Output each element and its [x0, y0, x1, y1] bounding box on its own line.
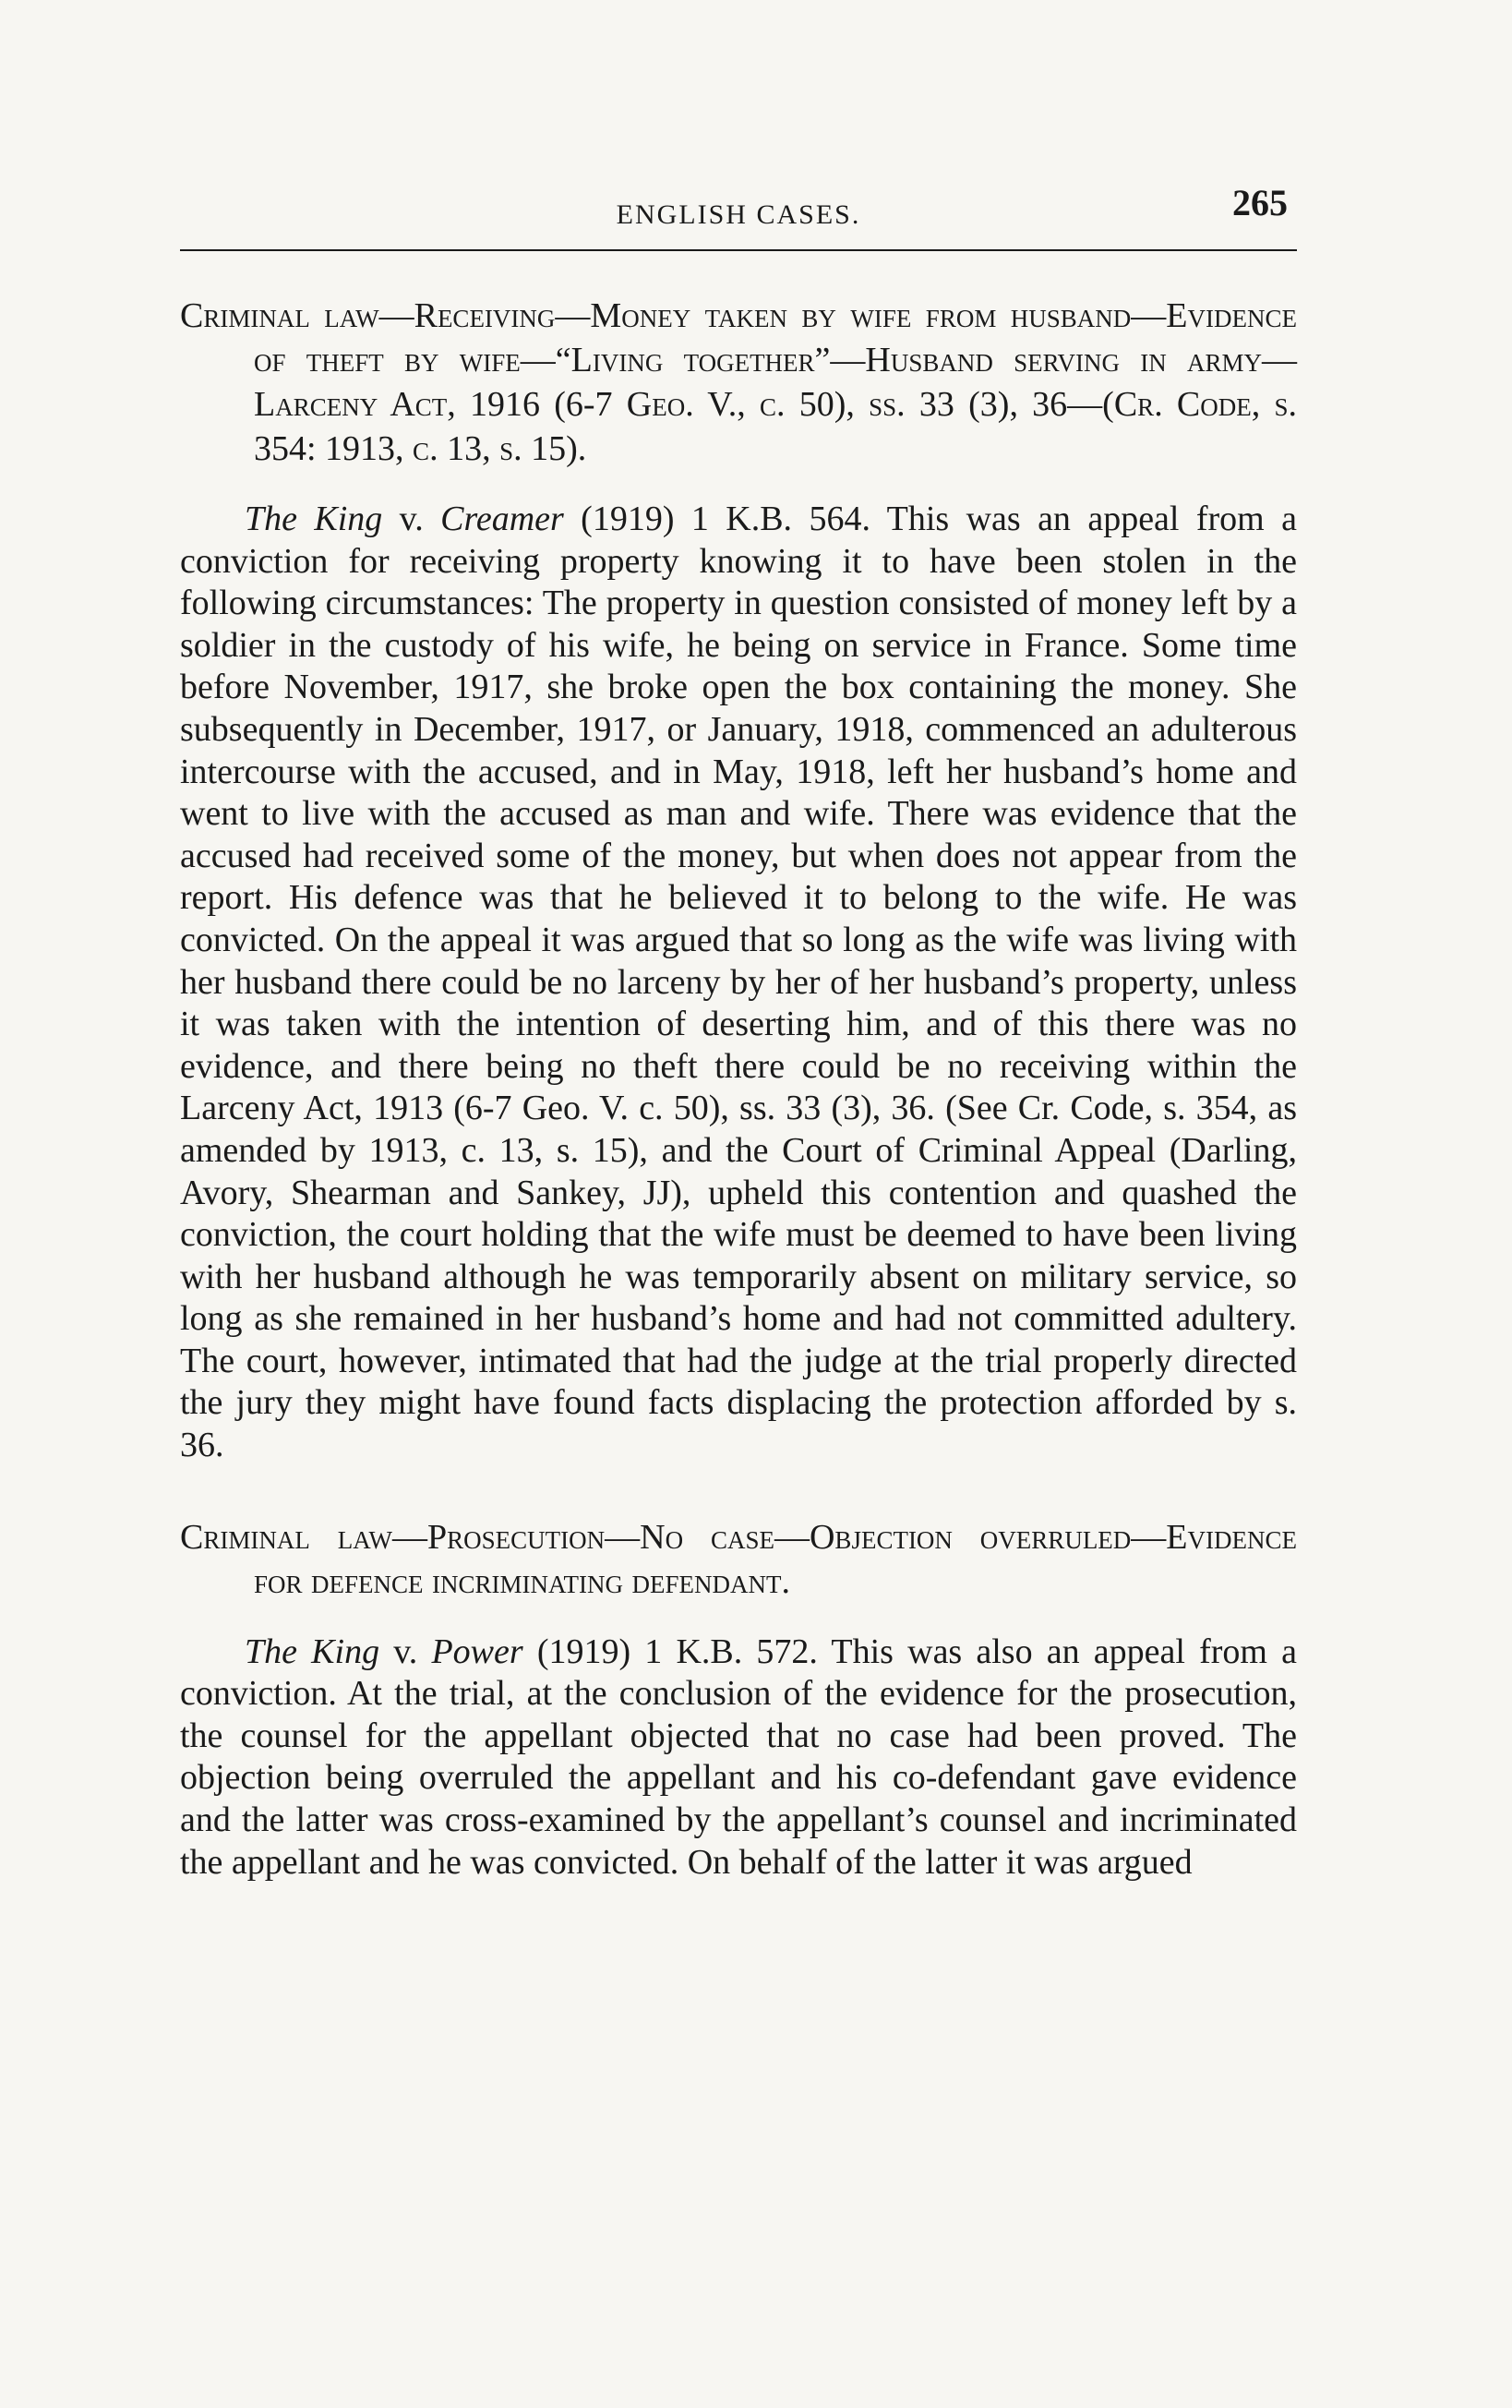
page-number: 265	[1232, 182, 1288, 223]
case-name-part: The King	[245, 1631, 380, 1671]
case-body	[180, 1631, 1297, 1884]
case-headnote: Criminal law—Receiving—Money taken by wife from husband—Evidence of theft by wife—“Living together”—Husband serving in army—Larceny Act, 1916 (6-7 Geo. V., c. 50), ss. 33 (3), 36—(Cr. Code, s. 354: 1913, c. 13, s. 15).	[180, 296, 1297, 468]
case-body	[180, 499, 1297, 1467]
header-title: ENGLISH CASES.	[616, 199, 861, 230]
case-headnote: Criminal law—Prosecution—No case—Objection overruled—Evidence for defence incriminating defendant.	[180, 1517, 1297, 1601]
document-page	[180, 175, 1297, 1932]
case-section-power	[180, 1515, 1297, 1884]
case-text: (1919) 1 K.B. 564. This was an appeal from a conviction for receiving property knowing it to have been stolen in the following circumstances: The property in question consisted of money left by a soldier in the custody of his wife, he being on service in France. Some time before November, 1917, she broke open the box containing the money. She subsequently in December, 1917, or January, 1918, commenced an adulterous intercourse with the accused, and in May, 1918, left her husband’s home and went to live with the accused as man and wife. There was evidence that the accused had received some of the money, but when does not appear from the report. His defence was that he believed it to belong to the wife. He was convicted. On the appeal it was argued that so long as the wife was living with her husband there could be no larceny by her of her husband’s property, unless it was taken with the intention of deserting him, and of this there was no evidence, and there being no theft there could be no receiving within the Larceny Act, 1913 (6-7 Geo. V. c. 50), ss. 33 (3), 36. (See Cr. Code, s. 354, as amended by 1913, c. 13, s. 15), and the Court of Criminal Appeal (Darling, Avory, Shearman and Sankey, JJ), upheld this contention and quashed the conviction, the court holding that the wife must be deemed to have been living with her husband although he was temporarily absent on military service, so long as she remained in her husband’s home and had not committed adultery. The court, however, intimated that had the judge at the trial properly directed the jury they might have found facts displacing the protection afforded by s. 36.	[180, 500, 1297, 1465]
running-head	[180, 175, 1297, 231]
case-name-part: The King	[245, 500, 383, 538]
case-versus: v.	[382, 500, 441, 538]
case-name-part: Creamer	[440, 500, 564, 538]
case-versus: v.	[379, 1631, 432, 1671]
case-name-part: Power	[431, 1631, 523, 1671]
header-rule	[180, 249, 1297, 251]
case-text: (1919) 1 K.B. 572. This was also an appeal from a conviction. At the trial, at the conclusion of the evidence for the prosecution, the counsel for the appellant objected that no case had been proved. The objection being overruled the appellant and his co-defendant gave evidence and the latter was cross-examined by the appellant’s counsel and incriminated the appellant and he was convicted. On behalf of the latter it was argued	[180, 1631, 1298, 1882]
case-section-creamer	[180, 294, 1297, 1467]
